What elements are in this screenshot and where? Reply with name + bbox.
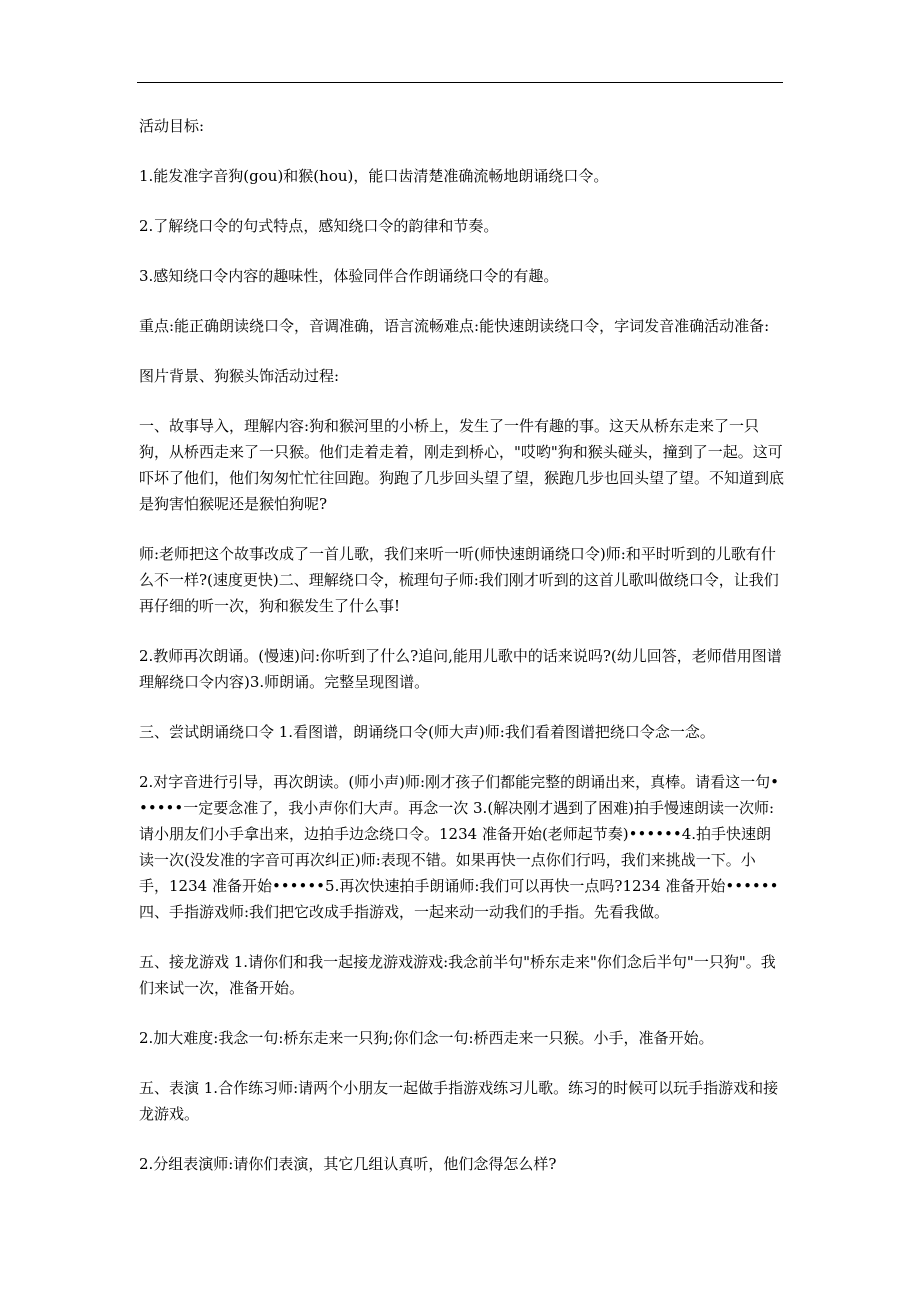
document-body — [139, 113, 784, 1201]
pronunciation-guide-paragraph: 2.对字音进行引导，再次朗读。(师小声)师:刚才孩子们都能完整的朗诵出来，真棒。请看这一句••••••一定要念准了，我小声你们大声。再念一次 3.(解决刚才遇到了困难)拍手慢速朗读一次师:请小朋友们小手拿出来，边拍手边念绕口令。1234 准备开始(老师起节奏)••••••4.拍手快速朗读一次(没发准的字音可再次纠正)师:表现不错。如果再快一点你们行吗，我们来挑战一下。小手，1234 准备开始••••••5.再次快速拍手朗诵师:我们可以再快一点吗?1234 准备开始••••••四、手指游戏师:我们把它改成手指游戏，一起来动一动我们的手指。先看我做。 — [139, 773, 779, 921]
difficulty-paragraph: 2.加大难度:我念一句:桥东走来一只狗;你们念一句:桥西走来一只猴。小手，准备开始。 — [139, 1029, 714, 1047]
header-rule — [137, 82, 783, 83]
goal-item-2: 2.了解绕口令的句式特点，感知绕口令的韵律和节奏。 — [139, 217, 499, 235]
section-heading-goals: 活动目标: — [139, 117, 205, 135]
key-points-paragraph: 重点:能正确朗读绕口令，音调准确，语言流畅难点:能快速朗读绕口令，字词发音准确活动准备: — [139, 317, 770, 335]
recite-again-paragraph: 2.教师再次朗诵。(慢速)问:你听到了什么?追问,能用儿歌中的话来说吗?(幼儿回答，老师借用图谱理解绕口令内容)3.师朗诵。完整呈现图谱。 — [139, 647, 782, 691]
performance-paragraph: 五、表演 1.合作练习师:请两个小朋友一起做手指游戏练习儿歌。练习的时候可以玩手指游戏和接龙游戏。 — [139, 1079, 779, 1123]
teacher-dialogue-paragraph: 师:老师把这个故事改成了一首儿歌，我们来听一听(师快速朗诵绕口令)师:和平时听到的儿歌有什么不一样?(速度更快)二、理解绕口令，梳理句子师:我们刚才听到的这首儿歌叫做绕口令，让我们再仔细的听一次，狗和猴发生了什么事! — [139, 545, 779, 615]
story-intro-paragraph: 一、故事导入，理解内容:狗和猴河里的小桥上，发生了一件有趣的事。这天从桥东走来了一只狗，从桥西走来了一只猴。他们走着走着，刚走到桥心，"哎哟"狗和猴头碰头，撞到了一起。这可吓坏了他们，他们匆匆忙忙往回跑。狗跑了几步回头望了望，猴跑几步也回头望了望。不知道到底是狗害怕猴呢还是猴怕狗呢? — [139, 417, 785, 513]
try-reciting-paragraph: 三、尝试朗诵绕口令 1.看图谱，朗诵绕口令(师大声)师:我们看着图谱把绕口令念一念。 — [139, 723, 715, 741]
goal-item-3: 3.感知绕口令内容的趣味性，体验同伴合作朗诵绕口令的有趣。 — [139, 267, 559, 285]
goal-item-1: 1.能发准字音狗(gou)和猴(hou)，能口齿清楚准确流畅地朗诵绕口令。 — [139, 167, 609, 185]
relay-game-paragraph: 五、接龙游戏 1.请你们和我一起接龙游戏游戏:我念前半句"桥东走来"你们念后半句"一只狗"。我们来试一次，准备开始。 — [139, 953, 776, 997]
preparation-paragraph: 图片背景、狗猴头饰活动过程: — [139, 367, 340, 385]
group-performance-paragraph: 2.分组表演师:请你们表演，其它几组认真听，他们念得怎么样? — [139, 1155, 557, 1173]
